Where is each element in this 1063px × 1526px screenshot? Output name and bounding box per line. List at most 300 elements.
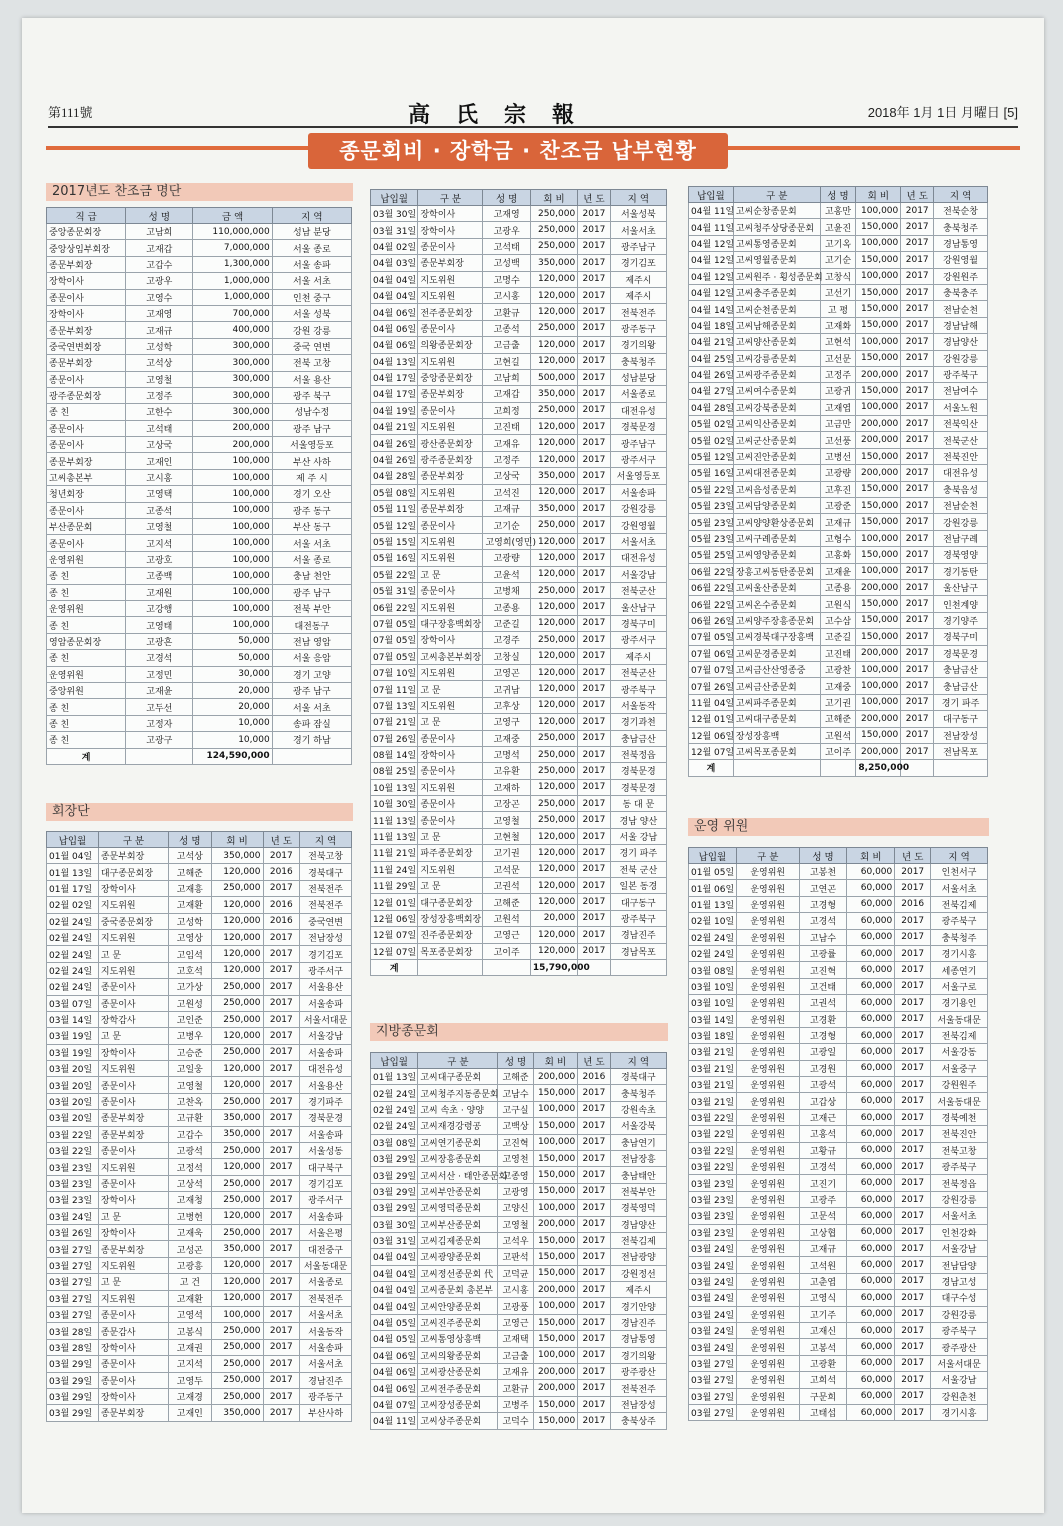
table-cell: 11월 29일: [371, 878, 418, 894]
column-header: 성 명: [498, 1053, 534, 1069]
table-cell: 60,000: [847, 1093, 895, 1109]
table-cell: 02월 24일: [47, 979, 99, 995]
table-cell: 03월 29일: [371, 1150, 418, 1166]
table-cell: 04월 04일: [371, 1249, 418, 1265]
table-cell: 150,000: [533, 1232, 577, 1248]
table-row: [371, 484, 667, 500]
column-header: 납입월: [371, 1053, 418, 1069]
table-cell: 2017: [263, 1323, 300, 1339]
table-cell: 2017: [578, 517, 611, 533]
table-cell: 운영위원: [736, 1175, 799, 1191]
table-cell: 07월 10일: [371, 664, 418, 680]
table-cell: 02월 24일: [47, 946, 99, 962]
table-cell: 60,000: [847, 1355, 895, 1371]
newspaper-page: [22, 18, 1044, 1513]
table-cell: 운영위원: [736, 1322, 799, 1338]
total-label: 계: [371, 959, 418, 975]
table-cell: 120,000: [211, 1274, 263, 1290]
table-row: [47, 1126, 352, 1142]
table-row: [689, 880, 988, 896]
table-cell: 고영두: [168, 1372, 211, 1388]
table-cell: 운영위원: [736, 1159, 799, 1175]
table-cell: 11월 21일: [371, 845, 418, 861]
table-cell: 종문이사: [98, 1356, 168, 1372]
table-cell: 광주 남구: [272, 420, 351, 436]
table-cell: 고광량: [820, 465, 856, 481]
table-cell: 2017: [895, 1240, 931, 1256]
table-cell: 울산남구: [934, 579, 988, 595]
column-header: 성 명: [820, 187, 856, 203]
column-header: 년 도: [578, 1053, 611, 1069]
table-row: [371, 746, 667, 762]
table-cell: 인천 중구: [272, 289, 351, 305]
table-cell: 충북청주: [610, 353, 666, 369]
table-cell: 경북문경: [610, 763, 666, 779]
table-cell: 2017: [578, 1331, 611, 1347]
column-header: 성 명: [168, 832, 211, 848]
table-cell: 서울용산: [300, 979, 352, 995]
table-cell: 120,000: [211, 929, 263, 945]
table-row: [47, 979, 352, 995]
table-cell: 2017: [901, 366, 934, 382]
table-row: [371, 861, 667, 877]
table-cell: 충북청주: [934, 219, 988, 235]
table-row: [47, 551, 352, 567]
table-cell: 성남수정: [272, 404, 351, 420]
table-cell: 04월 13일: [371, 353, 418, 369]
table-cell: 서울영등포: [610, 468, 666, 484]
table-cell: 광주 남구: [272, 584, 351, 600]
table-cell: 2017: [901, 530, 934, 546]
table-row: [47, 600, 352, 616]
table-row: [689, 1060, 988, 1076]
table-cell: 04월 06일: [371, 304, 418, 320]
table-cell: 300,000: [193, 387, 272, 403]
table-cell: 07월 05일: [371, 615, 418, 631]
table-cell: 대구장흥백회장: [418, 615, 483, 631]
table-cell: 경남통영: [934, 235, 988, 251]
table-cell: 강원강릉: [931, 1306, 988, 1322]
table-cell: 2017: [263, 1011, 300, 1027]
table-cell: 고씨원주 · 횡성종문회: [733, 268, 820, 284]
table-cell: 60,000: [847, 1290, 895, 1306]
table-cell: 고시홍: [483, 287, 530, 303]
total-label: 계: [47, 748, 126, 764]
table-row: [47, 913, 352, 929]
table-cell: 경북영덕: [610, 1200, 666, 1216]
table-row: [689, 1011, 988, 1027]
table-row: [47, 962, 352, 978]
table-cell: 운영위원: [736, 1240, 799, 1256]
table-cell: 고해준: [820, 711, 856, 727]
table-cell: 04월 06일: [371, 320, 418, 336]
table-row: [47, 1290, 352, 1306]
table-cell: 고영곤: [483, 664, 530, 680]
table-cell: 04월 17일: [371, 386, 418, 402]
table-cell: 01월 05일: [689, 864, 737, 880]
table-cell: 2017: [901, 252, 934, 268]
table-cell: 05월 02일: [689, 432, 734, 448]
table-cell: 60,000: [847, 1273, 895, 1289]
table-cell: 250,000: [530, 517, 577, 533]
table-cell: 03월 21일: [689, 1093, 737, 1109]
table-cell: 전남장성: [934, 727, 988, 743]
column-header: 지 역: [610, 190, 666, 206]
table-cell: 120,000: [530, 451, 577, 467]
table-cell: 2017: [578, 714, 611, 730]
table-row: [47, 633, 352, 649]
table-cell: 광주북구: [610, 681, 666, 697]
table-cell: 고찬옥: [168, 1093, 211, 1109]
table-row: [689, 913, 988, 929]
table-row: [689, 366, 988, 382]
table-cell: 100,000: [193, 535, 272, 551]
table-cell: 고씨강북종문회: [733, 399, 820, 415]
table-cell: 종문이사: [47, 289, 126, 305]
table-cell: 250,000: [530, 763, 577, 779]
table-cell: 06월 22일: [689, 596, 734, 612]
table-cell: 05월 16일: [371, 550, 418, 566]
table-cell: 전주종문회장: [418, 304, 483, 320]
table-cell: 광주남구: [610, 435, 666, 451]
table-cell: 고남수: [799, 929, 847, 945]
table-cell: 2016: [895, 896, 931, 912]
table-cell: 2017: [263, 1077, 300, 1093]
table-cell: 고광영: [498, 1183, 534, 1199]
table-cell: 종문이사: [98, 1143, 168, 1159]
table-cell: 고승준: [168, 1044, 211, 1060]
table-cell: 2017: [263, 1093, 300, 1109]
table-cell: 고금만: [820, 416, 856, 432]
table-cell: 경기시흥: [931, 945, 988, 961]
total-amount: 8,250,000: [856, 760, 901, 776]
table-cell: 광주서구: [300, 1192, 352, 1208]
table-cell: 2017: [578, 582, 611, 598]
table-cell: 고경주: [483, 632, 530, 648]
table-cell: 서울강남: [610, 566, 666, 582]
table-cell: 04월 21일: [371, 419, 418, 435]
table-cell: 장학이사: [418, 632, 483, 648]
table-cell: 2017: [578, 927, 611, 943]
table-cell: 고 문: [98, 946, 168, 962]
table-row: [47, 715, 352, 731]
table-cell: 강원원주: [934, 268, 988, 284]
table-cell: 2017: [263, 1143, 300, 1159]
table-cell: 고기옥: [820, 235, 856, 251]
table-cell: 운영위원: [736, 978, 799, 994]
table-cell: 04월 25일: [689, 350, 734, 366]
table-cell: 고정석: [168, 1159, 211, 1175]
table-cell: 전북정읍: [931, 1175, 988, 1191]
table-row: [371, 1314, 667, 1330]
table-cell: 03월 22일: [689, 1159, 737, 1175]
table-cell: 서울강북: [610, 1118, 666, 1134]
table-cell: 고씨대구종문회: [733, 711, 820, 727]
table-cell: 300,000: [193, 338, 272, 354]
table-cell: 고기순: [820, 252, 856, 268]
table-cell: 고씨부안종문회: [418, 1183, 498, 1199]
table-cell: 경남목포: [610, 943, 666, 959]
table-cell: 고재유: [498, 1364, 534, 1380]
table-row: [371, 1183, 667, 1199]
table-cell: 종문이사: [418, 763, 483, 779]
table-cell: 대전유성: [934, 465, 988, 481]
table-cell: 2017: [578, 353, 611, 369]
column-header: 회 비: [847, 848, 895, 864]
table-cell: 고재권: [168, 1339, 211, 1355]
table-cell: 전남 영암: [272, 633, 351, 649]
column-header: 년 도: [895, 848, 931, 864]
table-cell: 2017: [578, 697, 611, 713]
table-row: [689, 1191, 988, 1207]
table-cell: 2017: [578, 1085, 611, 1101]
table-cell: 충남연기: [610, 1134, 666, 1150]
table-cell: 2017: [895, 1142, 931, 1158]
table-cell: 250,000: [530, 812, 577, 828]
table-row: [371, 1200, 667, 1216]
total-amount: 124,590,000: [193, 748, 272, 764]
table-cell: 2017: [263, 1224, 300, 1240]
table-cell: 고재환: [168, 897, 211, 913]
table-cell: 고원석: [483, 910, 530, 926]
table-cell: 100,000: [856, 334, 901, 350]
column-header: 지 역: [610, 1053, 666, 1069]
table-cell: 종문이사: [418, 517, 483, 533]
table-cell: 고재엽: [820, 399, 856, 415]
table-row: [371, 320, 667, 336]
table-row: [689, 694, 988, 710]
table-cell: 고 문: [418, 681, 483, 697]
table-cell: 100,000: [856, 399, 901, 415]
table-cell: 충북상주: [610, 1413, 666, 1429]
table-cell: 05월 15일: [371, 533, 418, 549]
table-cell: 장학이사: [98, 1388, 168, 1404]
table-cell: 강원강릉: [931, 1191, 988, 1207]
table-cell: 종문부회장: [418, 501, 483, 517]
table-row: [371, 697, 667, 713]
table-row: [47, 897, 352, 913]
table-cell: 150,000: [856, 629, 901, 645]
total-row: [47, 748, 352, 764]
issue-number: 第111號: [48, 105, 93, 120]
table-cell: 고성곤: [168, 1241, 211, 1257]
table-cell: 지도위원: [98, 962, 168, 978]
table-row: [689, 1372, 988, 1388]
table-cell: 2017: [578, 1380, 611, 1396]
table-row: [47, 469, 352, 485]
table-cell: 2017: [263, 1028, 300, 1044]
table-cell: 전남장흥: [610, 1150, 666, 1166]
table-cell: 2017: [578, 730, 611, 746]
table-cell: 전북김제: [610, 1232, 666, 1248]
table-cell: 03월 28일: [47, 1323, 99, 1339]
table-cell: 영암종문회장: [47, 633, 126, 649]
table-cell: 250,000: [211, 1224, 263, 1240]
table-cell: 장학이사: [418, 206, 483, 222]
table-cell: 04월 17일: [371, 369, 418, 385]
table-row: [689, 1159, 988, 1175]
table-cell: 06월 22일: [689, 579, 734, 595]
table-row: [47, 946, 352, 962]
table-cell: 세종연기: [931, 962, 988, 978]
table-cell: 충남 천안: [272, 568, 351, 584]
table-cell: 08월 25일: [371, 763, 418, 779]
table-cell: 고인준: [168, 1011, 211, 1027]
table-cell: 300,000: [193, 404, 272, 420]
table-row: [47, 1274, 352, 1290]
table-cell: 광주서구: [610, 451, 666, 467]
column-header: 년 도: [263, 832, 300, 848]
table-row: [371, 632, 667, 648]
table-cell: 2017: [901, 629, 934, 645]
table-row: [47, 240, 352, 256]
table-cell: 중앙종문회장: [47, 224, 126, 240]
table-cell: 고장곤: [483, 796, 530, 812]
table-cell: 서울구로: [931, 978, 988, 994]
table-cell: 2017: [895, 864, 931, 880]
table-cell: 지도위원: [98, 1257, 168, 1273]
table-row: [371, 419, 667, 435]
table-cell: 고이주: [483, 943, 530, 959]
table-cell: 03월 27일: [689, 1372, 737, 1388]
table-cell: 120,000: [530, 648, 577, 664]
table-cell: 03월 21일: [689, 1077, 737, 1093]
table-cell: 60,000: [847, 945, 895, 961]
table-cell: 서울동작: [300, 1323, 352, 1339]
table-row: [371, 1249, 667, 1265]
table-row: [47, 1028, 352, 1044]
table-cell: 고영상: [168, 929, 211, 945]
table-cell: 운영위원: [736, 1355, 799, 1371]
table-cell: 400,000: [193, 322, 272, 338]
table-cell: 고경형: [799, 1027, 847, 1043]
table-cell: 전남장성: [610, 1396, 666, 1412]
table-cell: 경기 오산: [272, 486, 351, 502]
table-row: [47, 699, 352, 715]
table-cell: 파주종문회장: [418, 845, 483, 861]
table-cell: 60,000: [847, 913, 895, 929]
table-cell: 서울 종로: [272, 551, 351, 567]
table-row: [371, 402, 667, 418]
table-cell: 경북문경: [300, 1110, 352, 1126]
table-cell: 운영위원: [736, 1372, 799, 1388]
table-cell: 부산사하: [300, 1405, 352, 1421]
table-cell: 경기동탄: [934, 563, 988, 579]
table-cell: 종문이사: [418, 238, 483, 254]
table-cell: 대구수성: [931, 1290, 988, 1306]
table-cell: 120,000: [530, 566, 577, 582]
table-cell: 고이주: [820, 743, 856, 759]
table-cell: 08월 14일: [371, 746, 418, 762]
table-cell: 150,000: [533, 1413, 577, 1429]
table-cell: 고갑수: [168, 1126, 211, 1142]
table-cell: 250,000: [530, 632, 577, 648]
table-cell: 04월 04일: [371, 1298, 418, 1314]
table-cell: 2017: [901, 514, 934, 530]
table-cell: 대전유성: [610, 402, 666, 418]
table-row: [47, 1339, 352, 1355]
table-cell: 서울 응암: [272, 650, 351, 666]
table-cell: 인천계양: [934, 596, 988, 612]
table-row: [47, 224, 352, 240]
table-cell: 2017: [901, 203, 934, 219]
table-cell: 광주서구: [610, 632, 666, 648]
table-row: [371, 664, 667, 680]
table-cell: 120,000: [530, 878, 577, 894]
table-cell: 2017: [901, 383, 934, 399]
table-cell: 서울동작: [610, 697, 666, 713]
table-cell: 200,000: [533, 1380, 577, 1396]
table-cell: 150,000: [533, 1249, 577, 1265]
table-cell: 120,000: [211, 1290, 263, 1306]
table-cell: 고씨통영상흥백: [418, 1331, 498, 1347]
table-cell: 2017: [578, 632, 611, 648]
table-cell: 03월 29일: [371, 1167, 418, 1183]
table-cell: 경북대구: [610, 1069, 666, 1085]
table-cell: 중앙위원: [47, 682, 126, 698]
table-row: [47, 1323, 352, 1339]
table-cell: 고진태: [483, 419, 530, 435]
column-header: 납입월: [47, 832, 99, 848]
table-cell: 서울 용산: [272, 371, 351, 387]
table-cell: 고재영: [483, 206, 530, 222]
table-cell: 인천강화: [931, 1224, 988, 1240]
table-cell: 고씨영덕종문회: [418, 1200, 498, 1216]
table-row: [689, 284, 988, 300]
table-cell: 250,000: [211, 1388, 263, 1404]
table-row: [371, 763, 667, 779]
table-cell: 고덕균: [498, 1265, 534, 1281]
table-cell: 2017: [578, 861, 611, 877]
table-row: [689, 1388, 988, 1404]
table-cell: 고희정: [483, 402, 530, 418]
table-cell: 고씨 속초 · 양양: [418, 1101, 498, 1117]
table-cell: 2017: [901, 399, 934, 415]
table-cell: 06월 22일: [371, 599, 418, 615]
column-header: 구 분: [733, 187, 820, 203]
table-cell: 고재하: [483, 779, 530, 795]
table-cell: 고영식: [799, 1290, 847, 1306]
table-cell: 250,000: [530, 796, 577, 812]
table-cell: 경기안양: [610, 1298, 666, 1314]
table-cell: 100,000: [193, 568, 272, 584]
table-cell: 03월 22일: [689, 1109, 737, 1125]
table-cell: [820, 760, 856, 776]
table-cell: 고광주: [799, 1191, 847, 1207]
table-cell: 고재청: [168, 1192, 211, 1208]
table-cell: 12월 06일: [689, 727, 734, 743]
table-row: [47, 404, 352, 420]
table-cell: 고씨남해종문회: [733, 317, 820, 333]
table-cell: 강원속초: [610, 1101, 666, 1117]
table-row: [371, 435, 667, 451]
table-row: [47, 1044, 352, 1060]
table-cell: 250,000: [211, 1044, 263, 1060]
table-row: [47, 289, 352, 305]
table-cell: 운영위원: [736, 929, 799, 945]
table-cell: 05월 02일: [689, 416, 734, 432]
table-cell: 2017: [578, 255, 611, 271]
dues-table: [370, 189, 667, 976]
table-cell: 고광량: [483, 550, 530, 566]
table-row: [689, 317, 988, 333]
table-cell: 2017: [263, 1356, 300, 1372]
table-cell: 고씨경북대구장흥백: [733, 629, 820, 645]
table-row: [371, 1085, 667, 1101]
table-cell: 고한수: [126, 404, 193, 420]
table-cell: 광주종문회장: [418, 451, 483, 467]
table-cell: 100,000: [193, 600, 272, 616]
